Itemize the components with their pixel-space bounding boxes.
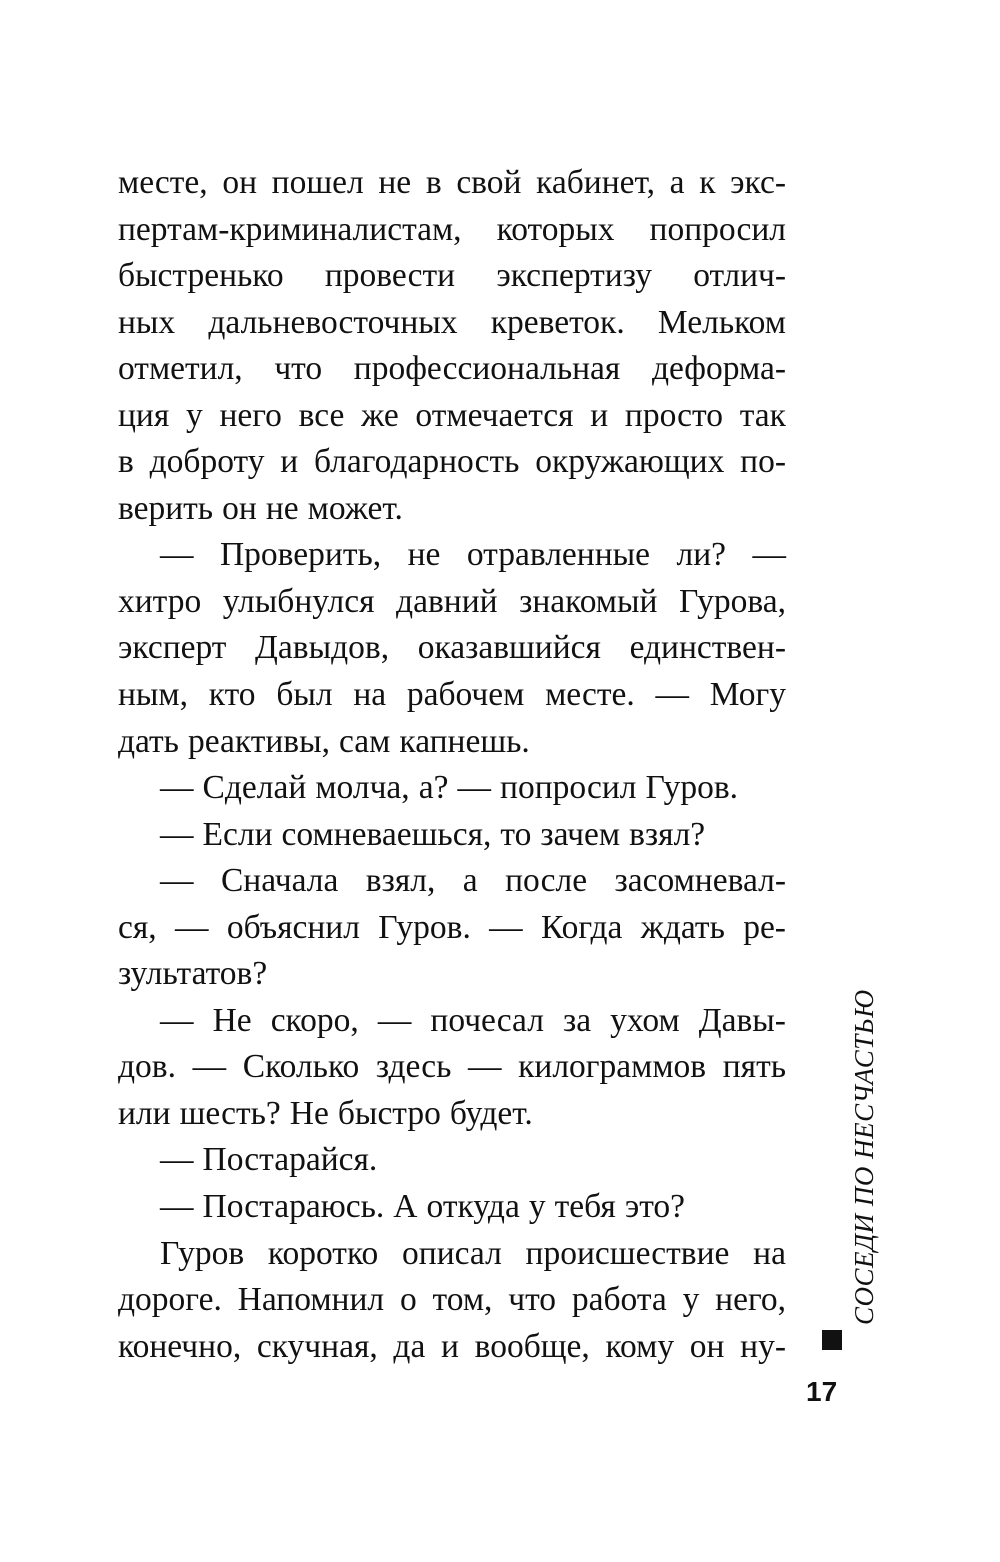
running-title: СОСЕДИ ПО НЕСЧАСТЬЮ <box>849 989 879 1325</box>
text-line: эксперт Давыдов, оказавшийся единствен- <box>118 629 786 667</box>
text-line: хитро улыбнулся давний знакомый Гурова, <box>118 582 786 620</box>
text-line: — Постараюсь. А откуда у тебя это? <box>160 1188 686 1226</box>
text-line: ция у него все же отмечается и просто так <box>118 396 786 434</box>
text-line: дать реактивы, сам капнешь. <box>118 722 530 760</box>
text-line: или шесть? Не быстро будет. <box>118 1094 533 1132</box>
black-square-icon <box>822 1330 842 1350</box>
text-line: конечно, скучная, да и вообще, кому он ну- <box>118 1327 786 1365</box>
text-line: — Если сомневаешься, то зачем взял? <box>160 815 706 853</box>
text-line: — Сделай молча, а? — попросил Гуров. <box>160 769 739 807</box>
text-line: ся, — объяснил Гуров. — Когда ждать ре- <box>118 908 786 946</box>
text-line: ных дальневосточных креветок. Мельком <box>118 303 786 341</box>
text-line: — Сначала взял, а после засомневал- <box>160 862 786 900</box>
text-line: — Не скоро, — почесал за ухом Давы- <box>160 1001 786 1039</box>
body-text <box>118 160 786 1370</box>
text-line: пертам-криминалистам, которых попросил <box>118 210 786 248</box>
text-line: — Постарайся. <box>160 1141 378 1179</box>
text-line: отметил, что профессиональная деформа- <box>118 350 786 388</box>
text-line: дороге. Напомнил о том, что работа у него, <box>118 1281 786 1319</box>
text-line: зультатов? <box>118 955 268 993</box>
page-number: 17 <box>806 1376 838 1407</box>
text-line: быстренько провести экспертизу отлич- <box>118 257 786 295</box>
text-line: дов. — Сколько здесь — килограммов пять <box>118 1048 786 1086</box>
text-line: в доброту и благодарность окружающих по- <box>118 443 786 481</box>
text-line: верить он не может. <box>118 489 403 527</box>
text-line: — Проверить, не отравленные ли? — <box>160 536 786 574</box>
text-line: месте, он пошел не в свой кабинет, а к экс- <box>118 164 786 201</box>
text-line: ным, кто был на рабочем месте. — Могу <box>118 676 786 714</box>
text-line: Гуров коротко описал происшествие на <box>160 1234 786 1272</box>
